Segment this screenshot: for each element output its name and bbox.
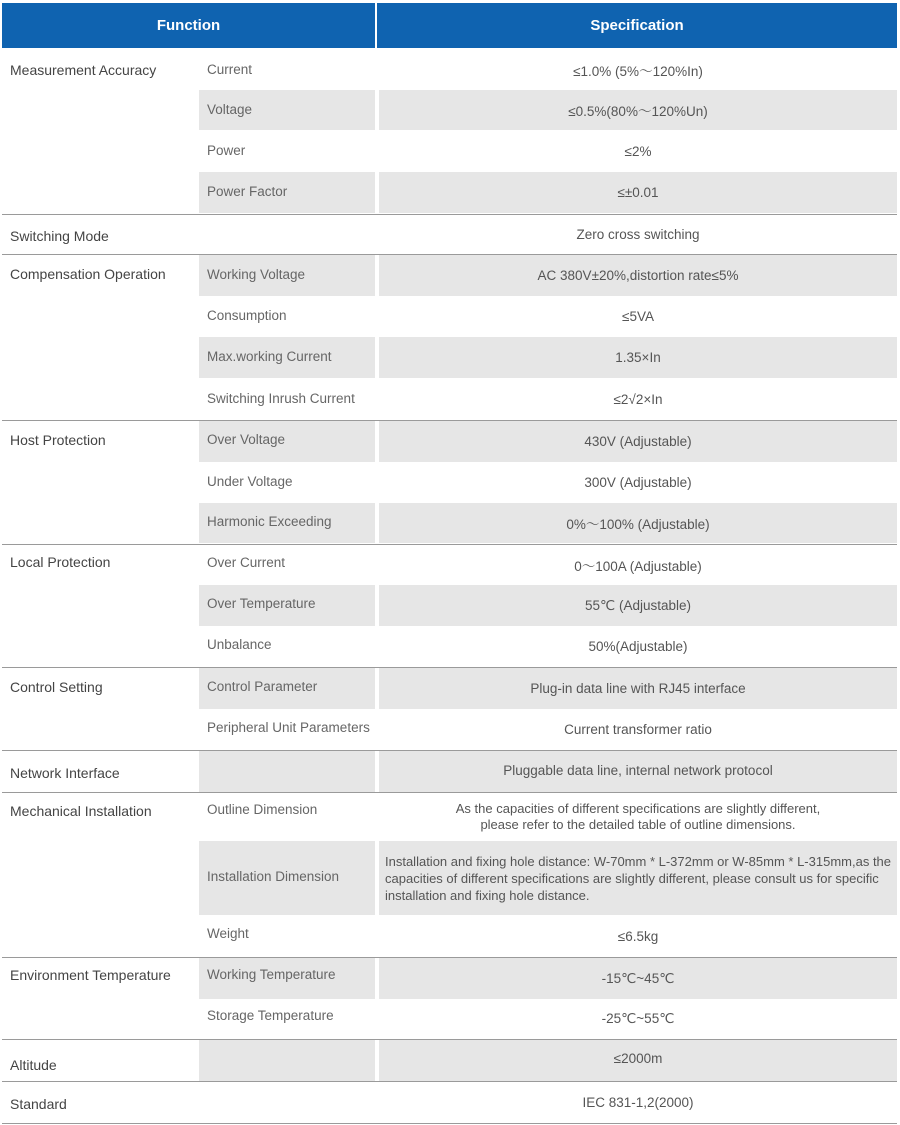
group-label: Switching Mode (10, 228, 109, 244)
spec-value: 0～100A (Adjustable) (574, 559, 702, 574)
group-network-interface (2, 751, 897, 793)
sub-label (199, 1082, 375, 1123)
spec-value: ≤1.0% (5%～120%In) (573, 64, 703, 79)
sub-label: Max.working Current (199, 337, 375, 378)
table-row (199, 793, 897, 841)
spec-value: 300V (Adjustable) (584, 474, 692, 490)
header-function: Function (2, 3, 375, 48)
sub-label: Peripheral Unit Parameters (207, 720, 370, 735)
sub-label: Power (207, 143, 246, 158)
sub-label: Over Temperature (199, 585, 375, 626)
sub-label: Consumption (207, 308, 287, 323)
table-row (199, 999, 897, 1039)
spec-value: ≤2000m (379, 1040, 897, 1081)
spec-value: IEC 831-1,2(2000) (582, 1095, 694, 1110)
spec-value: AC 380V±20%,distortion rate≤5% (379, 255, 897, 296)
group-altitude (2, 1040, 897, 1082)
table-row (199, 958, 897, 999)
group-label: Local Protection (10, 554, 111, 570)
table-row (199, 585, 897, 626)
spec-value: ≤5VA (622, 308, 654, 324)
group-label: Altitude (10, 1057, 57, 1073)
table-row (199, 337, 897, 378)
table-row (199, 131, 897, 171)
sub-label: Switching Inrush Current (207, 391, 355, 406)
spec-value: 50%(Adjustable) (588, 638, 688, 654)
table-row (199, 668, 897, 709)
sub-label (199, 215, 375, 254)
sub-label: Under Voltage (207, 474, 293, 489)
group-standard (2, 1082, 897, 1124)
spec-value: ≤0.5%(80%～120%Un) (379, 90, 897, 130)
spec-value: Plug-in data line with RJ45 interface (379, 668, 897, 709)
group-label: Standard (10, 1096, 67, 1112)
sub-label: Installation Dimension (199, 841, 375, 915)
group-mechanical-installation (2, 793, 897, 958)
sub-label: Outline Dimension (207, 802, 318, 817)
group-control-setting (2, 668, 897, 751)
table-row (199, 545, 897, 585)
table-row (199, 379, 897, 419)
header-specification: Specification (377, 3, 897, 48)
table-row (199, 1040, 897, 1081)
spec-value: Zero cross switching (576, 227, 700, 242)
spec-value: ≤±0.01 (379, 172, 897, 213)
spec-value: ≤2% (624, 143, 652, 159)
group-measurement-accuracy (2, 50, 897, 215)
sub-label (199, 1040, 375, 1081)
group-environment-temperature (2, 958, 897, 1040)
table-row (199, 503, 897, 543)
sub-label: Storage Temperature (207, 1008, 334, 1023)
table-row (199, 841, 897, 915)
spec-value: 430V (Adjustable) (379, 421, 897, 462)
sub-label: Voltage (199, 90, 375, 130)
group-host-protection (2, 421, 897, 545)
spec-value: ≤6.5kg (617, 929, 659, 944)
spec-value: ≤2√2×In (613, 391, 663, 407)
table-row (199, 255, 897, 296)
table-row (199, 1082, 897, 1123)
spec-value: 0%～100% (Adjustable) (379, 503, 897, 543)
table-row (199, 421, 897, 462)
spec-value: Pluggable data line, internal network protocol (379, 751, 897, 792)
table-row (199, 916, 897, 957)
table-row (199, 709, 897, 749)
group-label: Network Interface (10, 765, 120, 781)
table-row (199, 296, 897, 336)
group-local-protection (2, 545, 897, 668)
sub-label: Over Current (207, 555, 286, 570)
table-row (199, 50, 897, 90)
sub-label: Working Voltage (199, 255, 375, 296)
sub-label: Harmonic Exceeding (199, 503, 375, 543)
spec-value: Current transformer ratio (564, 721, 712, 737)
group-label: Mechanical Installation (10, 803, 152, 819)
table-row (199, 90, 897, 130)
spec-value: Installation and fixing hole distance: W-70mm * L-372mm or W-85mm * L-315mm,as the capacities of different specifications are slightly different, please consult us for specific installation and fixing hole distance. (379, 841, 897, 915)
sub-label: Current (207, 62, 253, 77)
table-row (199, 172, 897, 213)
sub-label: Control Parameter (199, 668, 375, 709)
sub-label: Working Temperature (199, 958, 375, 999)
group-label: Measurement Accuracy (10, 62, 157, 78)
group-label: Environment Temperature (10, 967, 171, 983)
table-row (199, 751, 897, 792)
sub-label: Power Factor (199, 172, 375, 213)
table-row (199, 215, 897, 254)
sub-label: Unbalance (207, 637, 272, 652)
spec-value: 1.35×In (379, 337, 897, 378)
sub-label: Weight (207, 926, 249, 941)
spec-value: As the capacities of different specifications are slightly different, please refer to the detailed table of outline dimensions. (455, 801, 821, 832)
spec-value: -25℃~55℃ (601, 1011, 675, 1026)
sub-label (199, 751, 375, 792)
table-row (199, 626, 897, 666)
sub-label: Over Voltage (199, 421, 375, 462)
group-switching-mode (2, 215, 897, 255)
group-label: Host Protection (10, 432, 106, 448)
spec-value: 55℃ (Adjustable) (379, 585, 897, 626)
table-row (199, 462, 897, 502)
group-label: Compensation Operation (10, 266, 166, 282)
group-label: Control Setting (10, 679, 103, 695)
group-compensation-operation (2, 255, 897, 421)
spec-value: -15℃~45℃ (379, 958, 897, 999)
